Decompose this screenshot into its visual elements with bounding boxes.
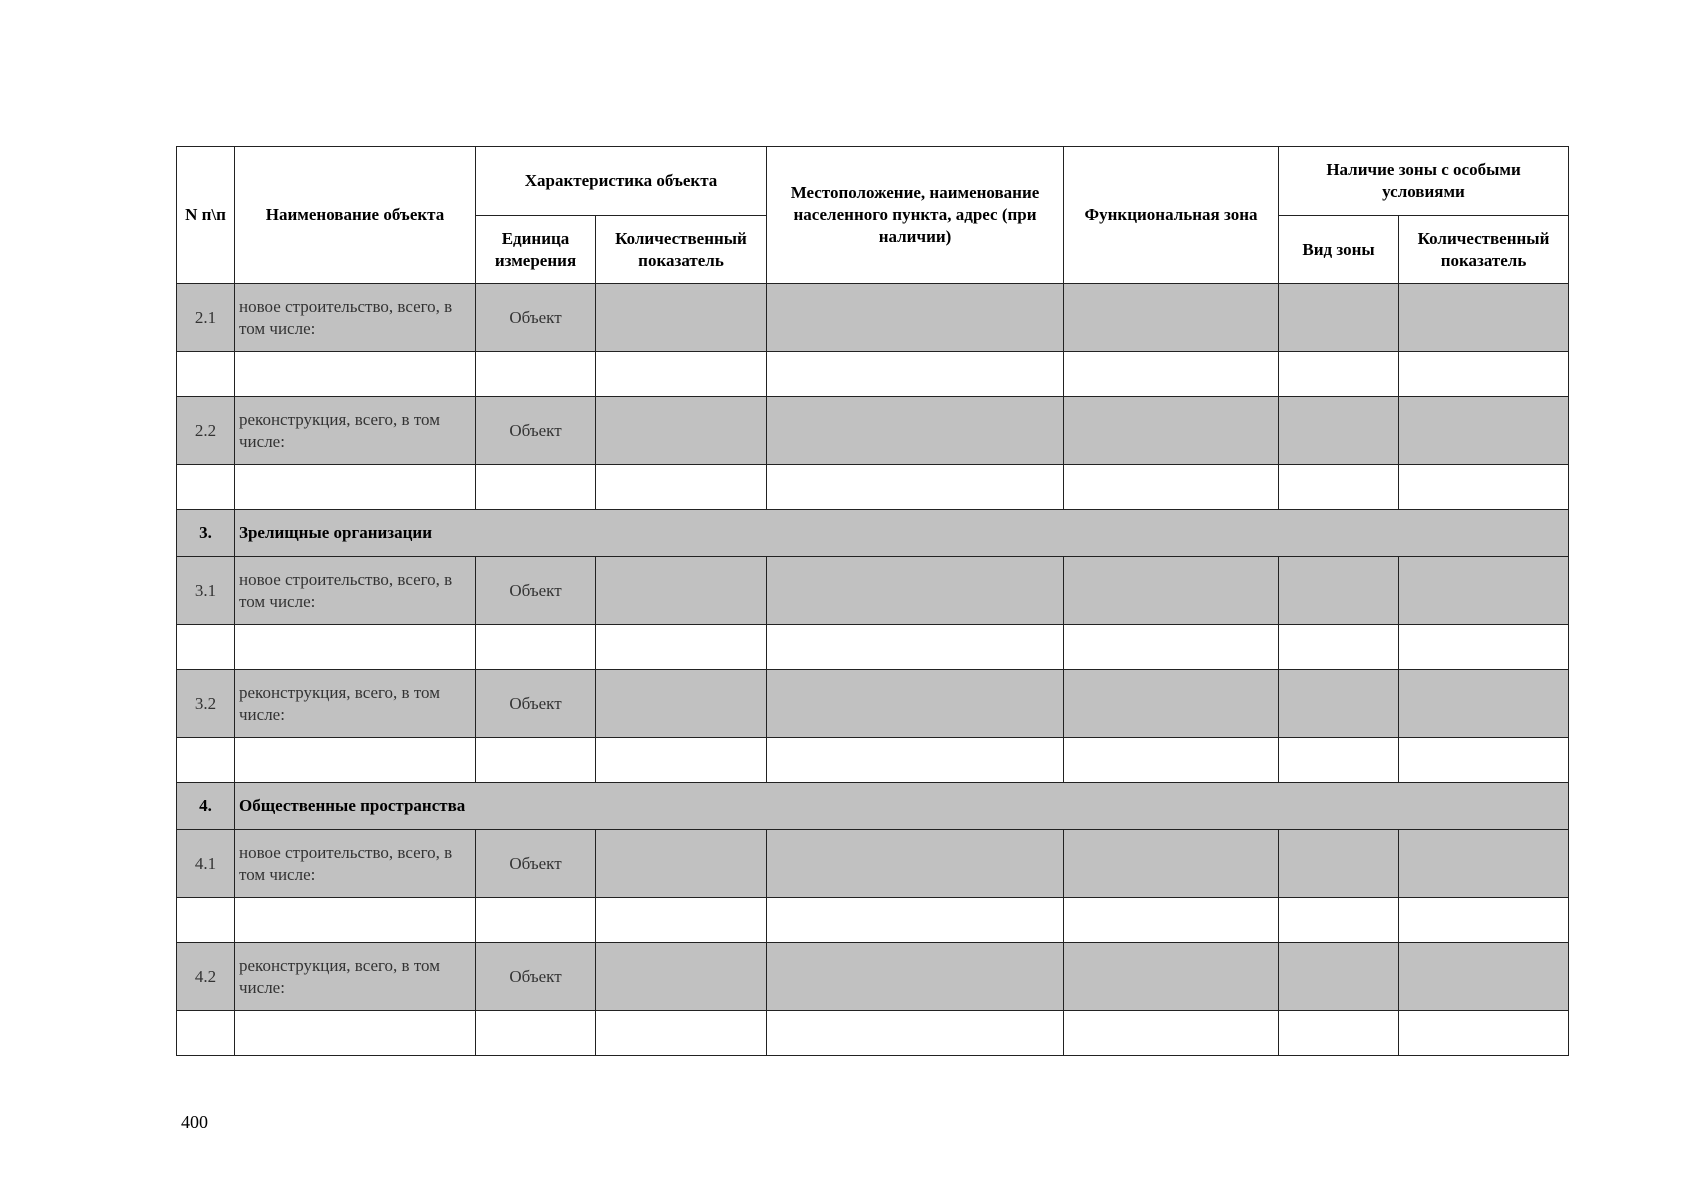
object-name: реконструкция, всего, в том числе:: [235, 943, 476, 1011]
blank-row: [177, 352, 1569, 397]
zone-quantity-cell: [1399, 898, 1569, 943]
number-cell: [177, 898, 235, 943]
zone-quantity-cell: [1399, 284, 1569, 352]
unit-cell: [476, 898, 596, 943]
name-cell: [235, 1011, 476, 1056]
location-cell: [767, 943, 1064, 1011]
objects-table: [176, 146, 1569, 1056]
blank-row: [177, 1011, 1569, 1056]
number-cell: [177, 1011, 235, 1056]
zone-quantity-cell: [1399, 465, 1569, 510]
header-zone-quantity: Количественный показатель: [1399, 216, 1569, 284]
number-cell: [177, 352, 235, 397]
zone-quantity-cell: [1399, 830, 1569, 898]
table-row: [177, 397, 1569, 465]
quantity-cell: [596, 397, 767, 465]
header-zone-type: Вид зоны: [1279, 216, 1399, 284]
blank-row: [177, 625, 1569, 670]
zone-type-cell: [1279, 557, 1399, 625]
zone-quantity-cell: [1399, 625, 1569, 670]
zone-type-cell: [1279, 898, 1399, 943]
object-name: новое строительство, всего, в том числе:: [235, 557, 476, 625]
zone-type-cell: [1279, 670, 1399, 738]
unit-cell: [476, 625, 596, 670]
functional-zone-cell: [1064, 898, 1279, 943]
section-fill: [476, 783, 1569, 830]
unit-cell: Объект: [476, 670, 596, 738]
object-name: новое строительство, всего, в том числе:: [235, 284, 476, 352]
functional-zone-cell: [1064, 352, 1279, 397]
zone-type-cell: [1279, 830, 1399, 898]
blank-row: [177, 465, 1569, 510]
section-title: Зрелищные организации: [235, 510, 476, 557]
unit-cell: [476, 352, 596, 397]
zone-type-cell: [1279, 397, 1399, 465]
number-cell: [177, 738, 235, 783]
name-cell: [235, 625, 476, 670]
section-fill: [476, 510, 1569, 557]
section-row: [177, 783, 1569, 830]
functional-zone-cell: [1064, 1011, 1279, 1056]
section-title: Общественные пространства: [235, 783, 476, 830]
object-name: реконструкция, всего, в том числе:: [235, 397, 476, 465]
unit-cell: [476, 465, 596, 510]
quantity-cell: [596, 284, 767, 352]
location-cell: [767, 1011, 1064, 1056]
table-row: [177, 670, 1569, 738]
section-number: 4.: [177, 783, 235, 830]
unit-cell: Объект: [476, 397, 596, 465]
page-number: 400: [181, 1112, 208, 1132]
row-number: 3.2: [177, 670, 235, 738]
table-row: [177, 943, 1569, 1011]
row-number: 2.2: [177, 397, 235, 465]
zone-type-cell: [1279, 1011, 1399, 1056]
blank-row: [177, 898, 1569, 943]
location-cell: [767, 557, 1064, 625]
header-location: Местоположение, наименование населенного пункта, адрес (при наличии): [767, 147, 1064, 284]
functional-zone-cell: [1064, 397, 1279, 465]
table-row: [177, 830, 1569, 898]
location-cell: [767, 397, 1064, 465]
unit-cell: Объект: [476, 557, 596, 625]
location-cell: [767, 738, 1064, 783]
quantity-cell: [596, 352, 767, 397]
row-number: 4.1: [177, 830, 235, 898]
number-cell: [177, 465, 235, 510]
quantity-cell: [596, 830, 767, 898]
zone-type-cell: [1279, 738, 1399, 783]
header-unit: Единица измерения: [476, 216, 596, 284]
quantity-cell: [596, 1011, 767, 1056]
object-name: реконструкция, всего, в том числе:: [235, 670, 476, 738]
functional-zone-cell: [1064, 625, 1279, 670]
table-row: [177, 557, 1569, 625]
functional-zone-cell: [1064, 557, 1279, 625]
blank-row: [177, 738, 1569, 783]
location-cell: [767, 465, 1064, 510]
quantity-cell: [596, 898, 767, 943]
functional-zone-cell: [1064, 738, 1279, 783]
header-quantity: Количественный показатель: [596, 216, 767, 284]
header-name: Наименование объекта: [235, 147, 476, 284]
name-cell: [235, 352, 476, 397]
zone-quantity-cell: [1399, 397, 1569, 465]
zone-type-cell: [1279, 284, 1399, 352]
quantity-cell: [596, 670, 767, 738]
header-number: N п\п: [177, 147, 235, 284]
functional-zone-cell: [1064, 670, 1279, 738]
header-characteristic: Характеристика объекта: [476, 147, 767, 216]
functional-zone-cell: [1064, 284, 1279, 352]
row-number: 2.1: [177, 284, 235, 352]
section-row: [177, 510, 1569, 557]
quantity-cell: [596, 557, 767, 625]
location-cell: [767, 830, 1064, 898]
location-cell: [767, 898, 1064, 943]
unit-cell: Объект: [476, 830, 596, 898]
unit-cell: [476, 1011, 596, 1056]
quantity-cell: [596, 465, 767, 510]
header-functional-zone: Функциональная зона: [1064, 147, 1279, 284]
table-body: [177, 284, 1569, 1056]
name-cell: [235, 898, 476, 943]
functional-zone-cell: [1064, 830, 1279, 898]
zone-type-cell: [1279, 465, 1399, 510]
location-cell: [767, 625, 1064, 670]
row-number: 3.1: [177, 557, 235, 625]
zone-type-cell: [1279, 943, 1399, 1011]
section-number: 3.: [177, 510, 235, 557]
location-cell: [767, 670, 1064, 738]
name-cell: [235, 738, 476, 783]
zone-type-cell: [1279, 352, 1399, 397]
object-name: новое строительство, всего, в том числе:: [235, 830, 476, 898]
header-special-zone: Наличие зоны с особыми условиями: [1279, 147, 1569, 216]
zone-quantity-cell: [1399, 1011, 1569, 1056]
row-number: 4.2: [177, 943, 235, 1011]
name-cell: [235, 465, 476, 510]
table-row: [177, 284, 1569, 352]
zone-type-cell: [1279, 625, 1399, 670]
quantity-cell: [596, 625, 767, 670]
number-cell: [177, 625, 235, 670]
functional-zone-cell: [1064, 943, 1279, 1011]
unit-cell: Объект: [476, 943, 596, 1011]
functional-zone-cell: [1064, 465, 1279, 510]
unit-cell: Объект: [476, 284, 596, 352]
location-cell: [767, 352, 1064, 397]
unit-cell: [476, 738, 596, 783]
zone-quantity-cell: [1399, 557, 1569, 625]
quantity-cell: [596, 738, 767, 783]
quantity-cell: [596, 943, 767, 1011]
zone-quantity-cell: [1399, 943, 1569, 1011]
location-cell: [767, 284, 1064, 352]
zone-quantity-cell: [1399, 670, 1569, 738]
zone-quantity-cell: [1399, 738, 1569, 783]
zone-quantity-cell: [1399, 352, 1569, 397]
